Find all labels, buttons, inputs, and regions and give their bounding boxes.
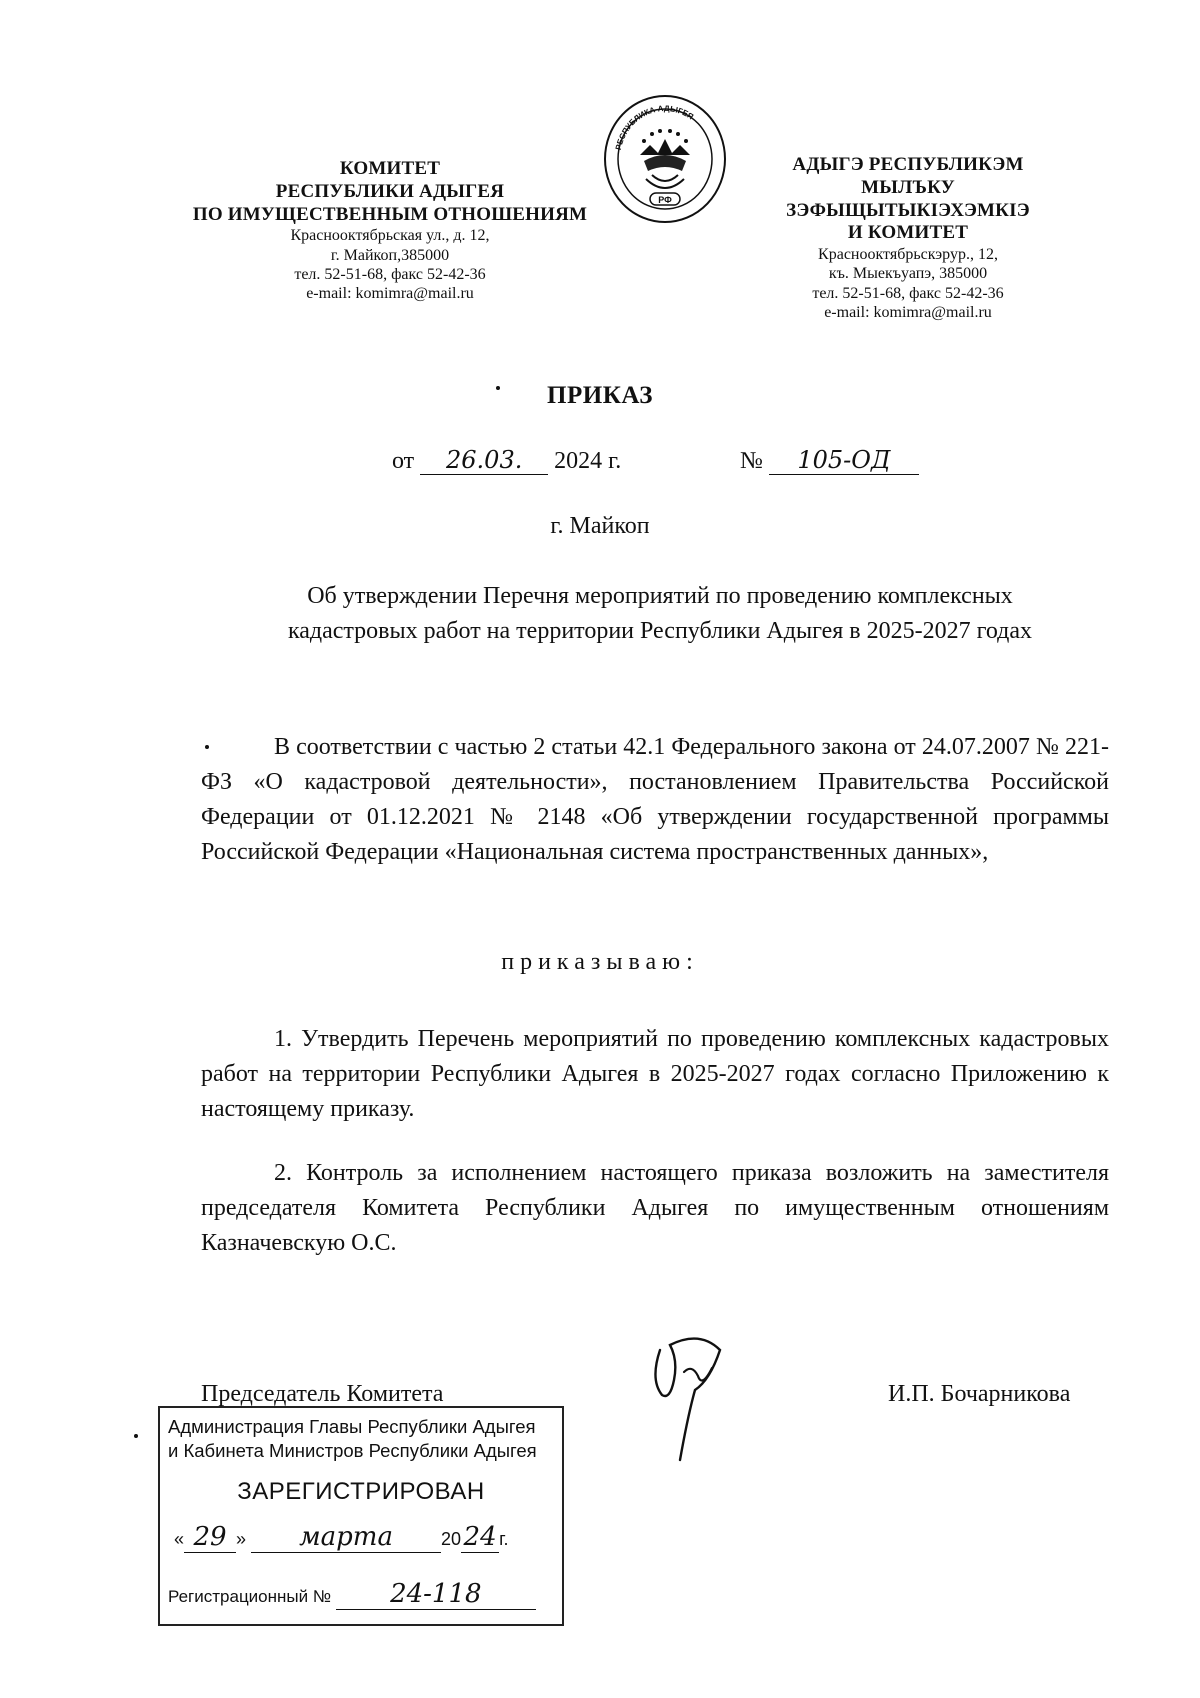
title-line: кадастровых работ на территории Республики Адыгея в 2025-2027 годах	[287, 618, 1033, 644]
emblem-base-text: РФ	[658, 195, 672, 205]
stamp-quote: «	[174, 1529, 185, 1549]
scan-dot	[134, 1434, 138, 1438]
phone: тел. 52-51-68, факс 52-42-36	[812, 284, 1004, 302]
phone: тел. 52-51-68, факс 52-42-36	[294, 265, 486, 283]
document-title	[200, 579, 1120, 649]
order-city: г. Майкоп	[550, 513, 650, 539]
coat-of-arms-emblem-icon	[602, 93, 728, 225]
org-name-line: КОМИТЕТ	[339, 158, 441, 179]
city: г. Майкоп,385000	[330, 246, 450, 264]
decree-word: приказываю:	[501, 949, 699, 975]
stamp-org-line: Администрация Главы Республики Адыгея	[168, 1416, 536, 1437]
date-value: 26.03.	[420, 446, 548, 475]
signatory-position: Председатель Комитета	[201, 1381, 444, 1407]
number-prefix: №	[740, 448, 763, 474]
email: e-mail: komimra@mail.ru	[306, 284, 474, 302]
stamp-org-line: и Кабинета Министров Республики Адыгея	[168, 1440, 537, 1461]
stamp-reg-label: Регистрационный №	[168, 1587, 332, 1606]
stamp-year-unit: г.	[499, 1529, 509, 1549]
org-name-line: ПО ИМУЩЕСТВЕННЫМ ОТНОШЕНИЯМ	[192, 203, 588, 225]
address: Краснооктябрьская ул., д. 12,	[290, 227, 490, 245]
address: Краснооктябрьскэрур., 12,	[818, 246, 998, 264]
email: e-mail: komimra@mail.ru	[824, 303, 992, 321]
handwritten-signature-icon	[640, 1320, 740, 1470]
emblem-ring-text: РЕСПУБЛИКА АДЫГЕЯ	[613, 103, 696, 151]
stamp-status: ЗАРЕГИСТРИРОВАН	[237, 1478, 485, 1505]
header-left	[190, 158, 590, 303]
stamp-reg-value: 24-118	[336, 1579, 536, 1610]
basis-text: В соответствии с частью 2 статьи 42.1 Федерального закона от 24.07.2007 № 221-ФЗ «О кадастровой деятельности», постановлением Правительства Российской Федерации от 01.12.2021 № 2148 «Об утверждении государственной программы Российской Федерации «Национальная система пространственных данных»,	[201, 734, 1109, 865]
order-date	[392, 446, 621, 475]
header-right	[738, 154, 1078, 322]
item-text: 1. Утвердить Перечень мероприятий по проведению комплексных кадастровых работ на территории Республики Адыгея в 2025-2027 годах согласно Приложению к настоящему приказу.	[201, 1026, 1109, 1122]
stamp-month: марта	[251, 1522, 441, 1553]
list-item	[201, 1022, 1109, 1127]
item-text: 2. Контроль за исполнением настоящего приказа возложить на заместителя председателя Комитета Республики Адыгея по имущественным отношениям Казначевскую О.С.	[201, 1160, 1109, 1256]
list-item	[201, 1156, 1109, 1261]
stamp-day: 29	[184, 1522, 236, 1553]
page-title: ПРИКАЗ	[547, 382, 653, 409]
date-prefix: от	[392, 448, 415, 474]
org-name-line: РЕСПУБЛИКИ АДЫГЕЯ	[275, 180, 505, 202]
signatory-name: И.П. Бочарникова	[888, 1381, 1071, 1407]
date-year: 2024 г.	[554, 448, 622, 474]
title-line: Об утверждении Перечня мероприятий по проведению комплексных	[307, 583, 1013, 609]
basis-paragraph	[201, 730, 1109, 870]
org-name-line: АДЫГЭ РЕСПУБЛИКЭМ	[792, 154, 1024, 175]
city: къ. Мыекъуапэ, 385000	[828, 265, 988, 283]
stamp-reg-number	[168, 1579, 536, 1610]
number-value: 105-ОД	[769, 446, 919, 475]
order-number	[740, 446, 919, 475]
stamp-date	[174, 1522, 508, 1553]
org-name-line: МЫЛЪКУ ЗЭФЫЩЫТЫКIЭХЭМКIЭ	[786, 176, 1030, 221]
stamp-year: 24	[461, 1522, 499, 1553]
registration-stamp	[158, 1406, 564, 1626]
org-name-line: И КОМИТЕТ	[847, 222, 969, 244]
stamp-quote: »	[236, 1529, 247, 1549]
stamp-year-prefix: 20	[441, 1529, 462, 1549]
